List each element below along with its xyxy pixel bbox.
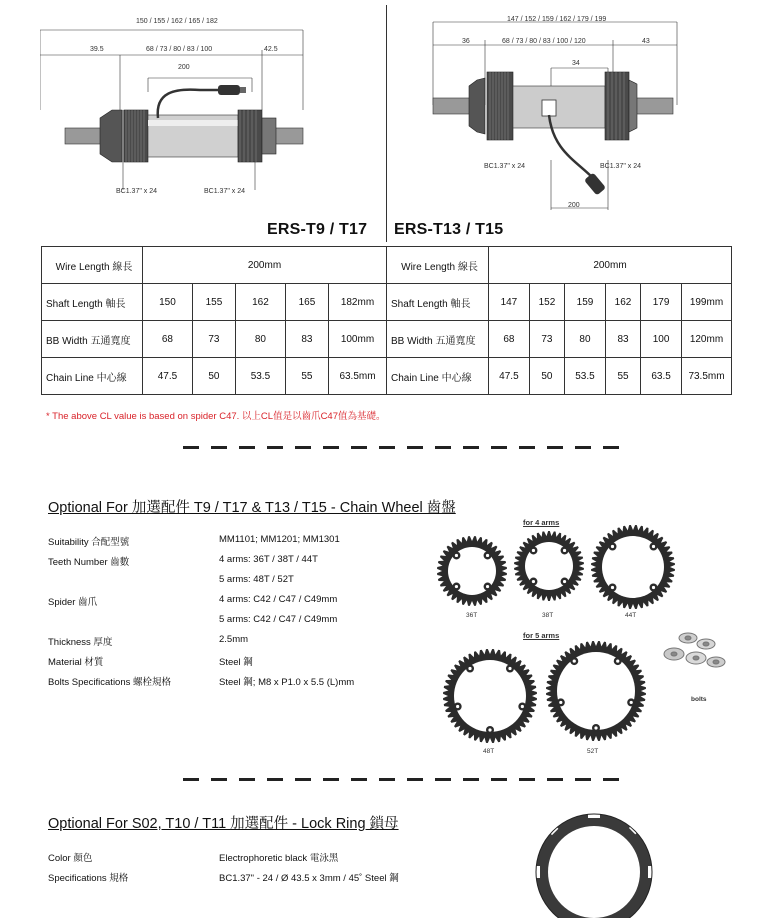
cell: 120mm bbox=[682, 321, 732, 358]
bolts-label: bolts bbox=[691, 696, 707, 703]
column-divider bbox=[386, 5, 387, 242]
table-row bbox=[387, 247, 732, 284]
table-row bbox=[42, 247, 387, 284]
row-label: Shaft Length 軸長 bbox=[387, 284, 489, 321]
left-bc-left: BC1.37" x 24 bbox=[116, 188, 158, 195]
dashed-divider bbox=[183, 778, 623, 781]
cell: 73 bbox=[192, 321, 235, 358]
spec-label: Teeth Number 齒數 bbox=[48, 557, 130, 568]
chainring-bolt-hole bbox=[611, 586, 614, 589]
cell: 73.5mm bbox=[682, 358, 732, 395]
table-row bbox=[42, 321, 387, 358]
chainring-bolt-hole bbox=[630, 701, 633, 704]
cell: 147 bbox=[489, 284, 530, 321]
table-row bbox=[42, 284, 387, 321]
cell: 179 bbox=[641, 284, 682, 321]
cell: 83 bbox=[285, 321, 328, 358]
cell: 150 bbox=[143, 284, 193, 321]
right-wire-dim: 200 bbox=[568, 202, 580, 209]
for-5-arms-label: for 5 arms bbox=[523, 631, 560, 640]
chainring-label: 44T bbox=[625, 612, 637, 619]
cell: 100 bbox=[641, 321, 682, 358]
footnote: * The above CL value is based on spider C47. 以上CL值是以齒爪C47值為基礎。 bbox=[46, 411, 386, 422]
chainring-52t-image bbox=[545, 640, 647, 742]
lock-ring-image bbox=[528, 804, 660, 918]
spec-value: MM1101; MM1201; MM1301 bbox=[219, 534, 340, 545]
cell: 63.5mm bbox=[329, 358, 387, 395]
chainring-44t-image bbox=[590, 524, 676, 610]
spec-label: Suitability 合配型號 bbox=[48, 537, 130, 548]
chainring-label: 36T bbox=[466, 612, 478, 619]
chainring-36t-image bbox=[436, 535, 508, 607]
table-row bbox=[387, 321, 732, 358]
row-label: BB Width 五通寬度 bbox=[42, 321, 143, 358]
chainring-bolt-hole bbox=[488, 728, 491, 731]
row-label: Chain Line 中心線 bbox=[387, 358, 489, 395]
cell: 80 bbox=[235, 321, 285, 358]
right-inner-dim: 34 bbox=[572, 60, 580, 67]
chainring-bolt-hole bbox=[456, 705, 459, 708]
spec-value: 4 arms: C42 / C47 / C49mm bbox=[219, 594, 338, 605]
right-model-title: ERS-T13 / T15 bbox=[394, 221, 504, 238]
cell: 182mm bbox=[329, 284, 387, 321]
chain-wheel-heading: Optional For 加選配件 T9 / T17 & T13 / T15 - Chain Wheel 齒盤 bbox=[48, 500, 456, 516]
spec-value: Electrophoretic black 電泳黑 bbox=[219, 853, 339, 864]
chainring-bolt-hole bbox=[611, 545, 614, 548]
cell: 199mm bbox=[682, 284, 732, 321]
chainring-48t-image bbox=[442, 648, 538, 744]
cell: 50 bbox=[529, 358, 564, 395]
spec-value: 4 arms: 36T / 38T / 44T bbox=[219, 554, 318, 565]
chainring-bolt-hole bbox=[563, 580, 566, 583]
spec-label: Specifications 規格 bbox=[48, 873, 129, 884]
chainring-bolt-hole bbox=[652, 586, 655, 589]
cell: 83 bbox=[605, 321, 640, 358]
left-model-title: ERS-T9 / T17 bbox=[267, 221, 368, 238]
bolts-image bbox=[660, 628, 730, 676]
cell: 162 bbox=[605, 284, 640, 321]
wire-length-label: Wire Length 線長 bbox=[387, 247, 489, 284]
cell: 53.5 bbox=[565, 358, 606, 395]
spec-label: Color 顏色 bbox=[48, 853, 93, 864]
left-overall-dim: 150 / 155 / 162 / 165 / 182 bbox=[136, 18, 218, 25]
spec-value: Steel 鋼 bbox=[219, 657, 253, 668]
chainring-bolt-hole bbox=[559, 701, 562, 704]
cell: 68 bbox=[489, 321, 530, 358]
chainring-opening bbox=[557, 652, 635, 730]
chainring-bolt-hole bbox=[468, 667, 471, 670]
cell: 162 bbox=[235, 284, 285, 321]
chainring-bolt-hole bbox=[532, 580, 535, 583]
left-bc-right: BC1.37" x 24 bbox=[204, 188, 246, 195]
left-bb-drawing bbox=[40, 10, 380, 210]
left-wire-dim: 200 bbox=[178, 64, 190, 71]
spec-label: Material 材質 bbox=[48, 657, 104, 668]
chainring-bolt-hole bbox=[594, 726, 597, 729]
spec-label: Spider 齒爪 bbox=[48, 597, 98, 608]
chainring-label: 38T bbox=[542, 612, 554, 619]
spec-label: Bolts Specifications 螺栓規格 bbox=[48, 677, 172, 688]
for-4-arms-label: for 4 arms bbox=[523, 518, 560, 527]
right-spec-table bbox=[386, 246, 732, 395]
spec-value: BC1.37" - 24 / Ø 43.5 x 3mm / 45˚ Steel 鋼 bbox=[219, 873, 399, 884]
cell: 165 bbox=[285, 284, 328, 321]
spec-value: 2.5mm bbox=[219, 634, 249, 645]
chainring-bolt-hole bbox=[652, 545, 655, 548]
cell: 80 bbox=[565, 321, 606, 358]
cell: 50 bbox=[192, 358, 235, 395]
spec-value: Steel 鋼; M8 x P1.0 x 5.5 (L)mm bbox=[219, 677, 355, 688]
cell: 152 bbox=[529, 284, 564, 321]
cell: 55 bbox=[285, 358, 328, 395]
table-row bbox=[42, 358, 387, 395]
right-bc-right: BC1.37" x 24 bbox=[600, 163, 642, 170]
lock-ring-heading: Optional For S02, T10 / T11 加選配件 - Lock Ring 鎖母 bbox=[48, 816, 399, 832]
row-label: BB Width 五通寬度 bbox=[387, 321, 489, 358]
wire-length-value: 200mm bbox=[489, 247, 732, 284]
chainring-bolt-hole bbox=[486, 554, 489, 557]
wire-length-label: Wire Length 線長 bbox=[42, 247, 143, 284]
spec-value: 5 arms: 48T / 52T bbox=[219, 574, 294, 585]
chainring-bolt-hole bbox=[573, 659, 576, 662]
chainring-bolt-hole bbox=[455, 554, 458, 557]
chainring-bolt-hole bbox=[616, 659, 619, 662]
cell: 73 bbox=[529, 321, 564, 358]
chainring-opening bbox=[454, 660, 526, 732]
left-left-dim: 39.5 bbox=[90, 46, 104, 53]
chainring-bolt-hole bbox=[455, 585, 458, 588]
cell: 47.5 bbox=[489, 358, 530, 395]
left-spec-table bbox=[41, 246, 387, 395]
spec-label: Thickness 厚度 bbox=[48, 637, 113, 648]
table-row bbox=[387, 358, 732, 395]
cell: 155 bbox=[192, 284, 235, 321]
chainring-38t-image bbox=[513, 530, 585, 602]
chainring-bolt-hole bbox=[532, 549, 535, 552]
chainring-label: 48T bbox=[483, 748, 495, 755]
right-left-dim: 36 bbox=[462, 38, 470, 45]
spec-value: 5 arms: C42 / C47 / C49mm bbox=[219, 614, 338, 625]
cell: 68 bbox=[143, 321, 193, 358]
row-label: Shaft Length 軸長 bbox=[42, 284, 143, 321]
chainring-bolt-hole bbox=[563, 549, 566, 552]
cell: 53.5 bbox=[235, 358, 285, 395]
cell: 47.5 bbox=[143, 358, 193, 395]
cell: 159 bbox=[565, 284, 606, 321]
right-overall-dim: 147 / 152 / 159 / 162 / 179 / 199 bbox=[507, 16, 607, 23]
right-bc-left: BC1.37" x 24 bbox=[484, 163, 526, 170]
cell: 63.5 bbox=[641, 358, 682, 395]
left-middle-dim: 68 / 73 / 80 / 83 / 100 bbox=[146, 46, 213, 53]
chainring-bolt-hole bbox=[508, 667, 511, 670]
chainring-bolt-hole bbox=[521, 705, 524, 708]
chainring-bolt-hole bbox=[486, 585, 489, 588]
table-row bbox=[387, 284, 732, 321]
left-right-dim: 42.5 bbox=[264, 46, 278, 53]
wire-length-value: 200mm bbox=[143, 247, 387, 284]
right-right-dim: 43 bbox=[642, 38, 650, 45]
row-label: Chain Line 中心線 bbox=[42, 358, 143, 395]
chainring-label: 52T bbox=[587, 748, 599, 755]
cell: 100mm bbox=[329, 321, 387, 358]
right-middle-dim: 68 / 73 / 80 / 83 / 100 / 120 bbox=[502, 38, 586, 45]
dashed-divider bbox=[183, 446, 623, 449]
cell: 55 bbox=[605, 358, 640, 395]
